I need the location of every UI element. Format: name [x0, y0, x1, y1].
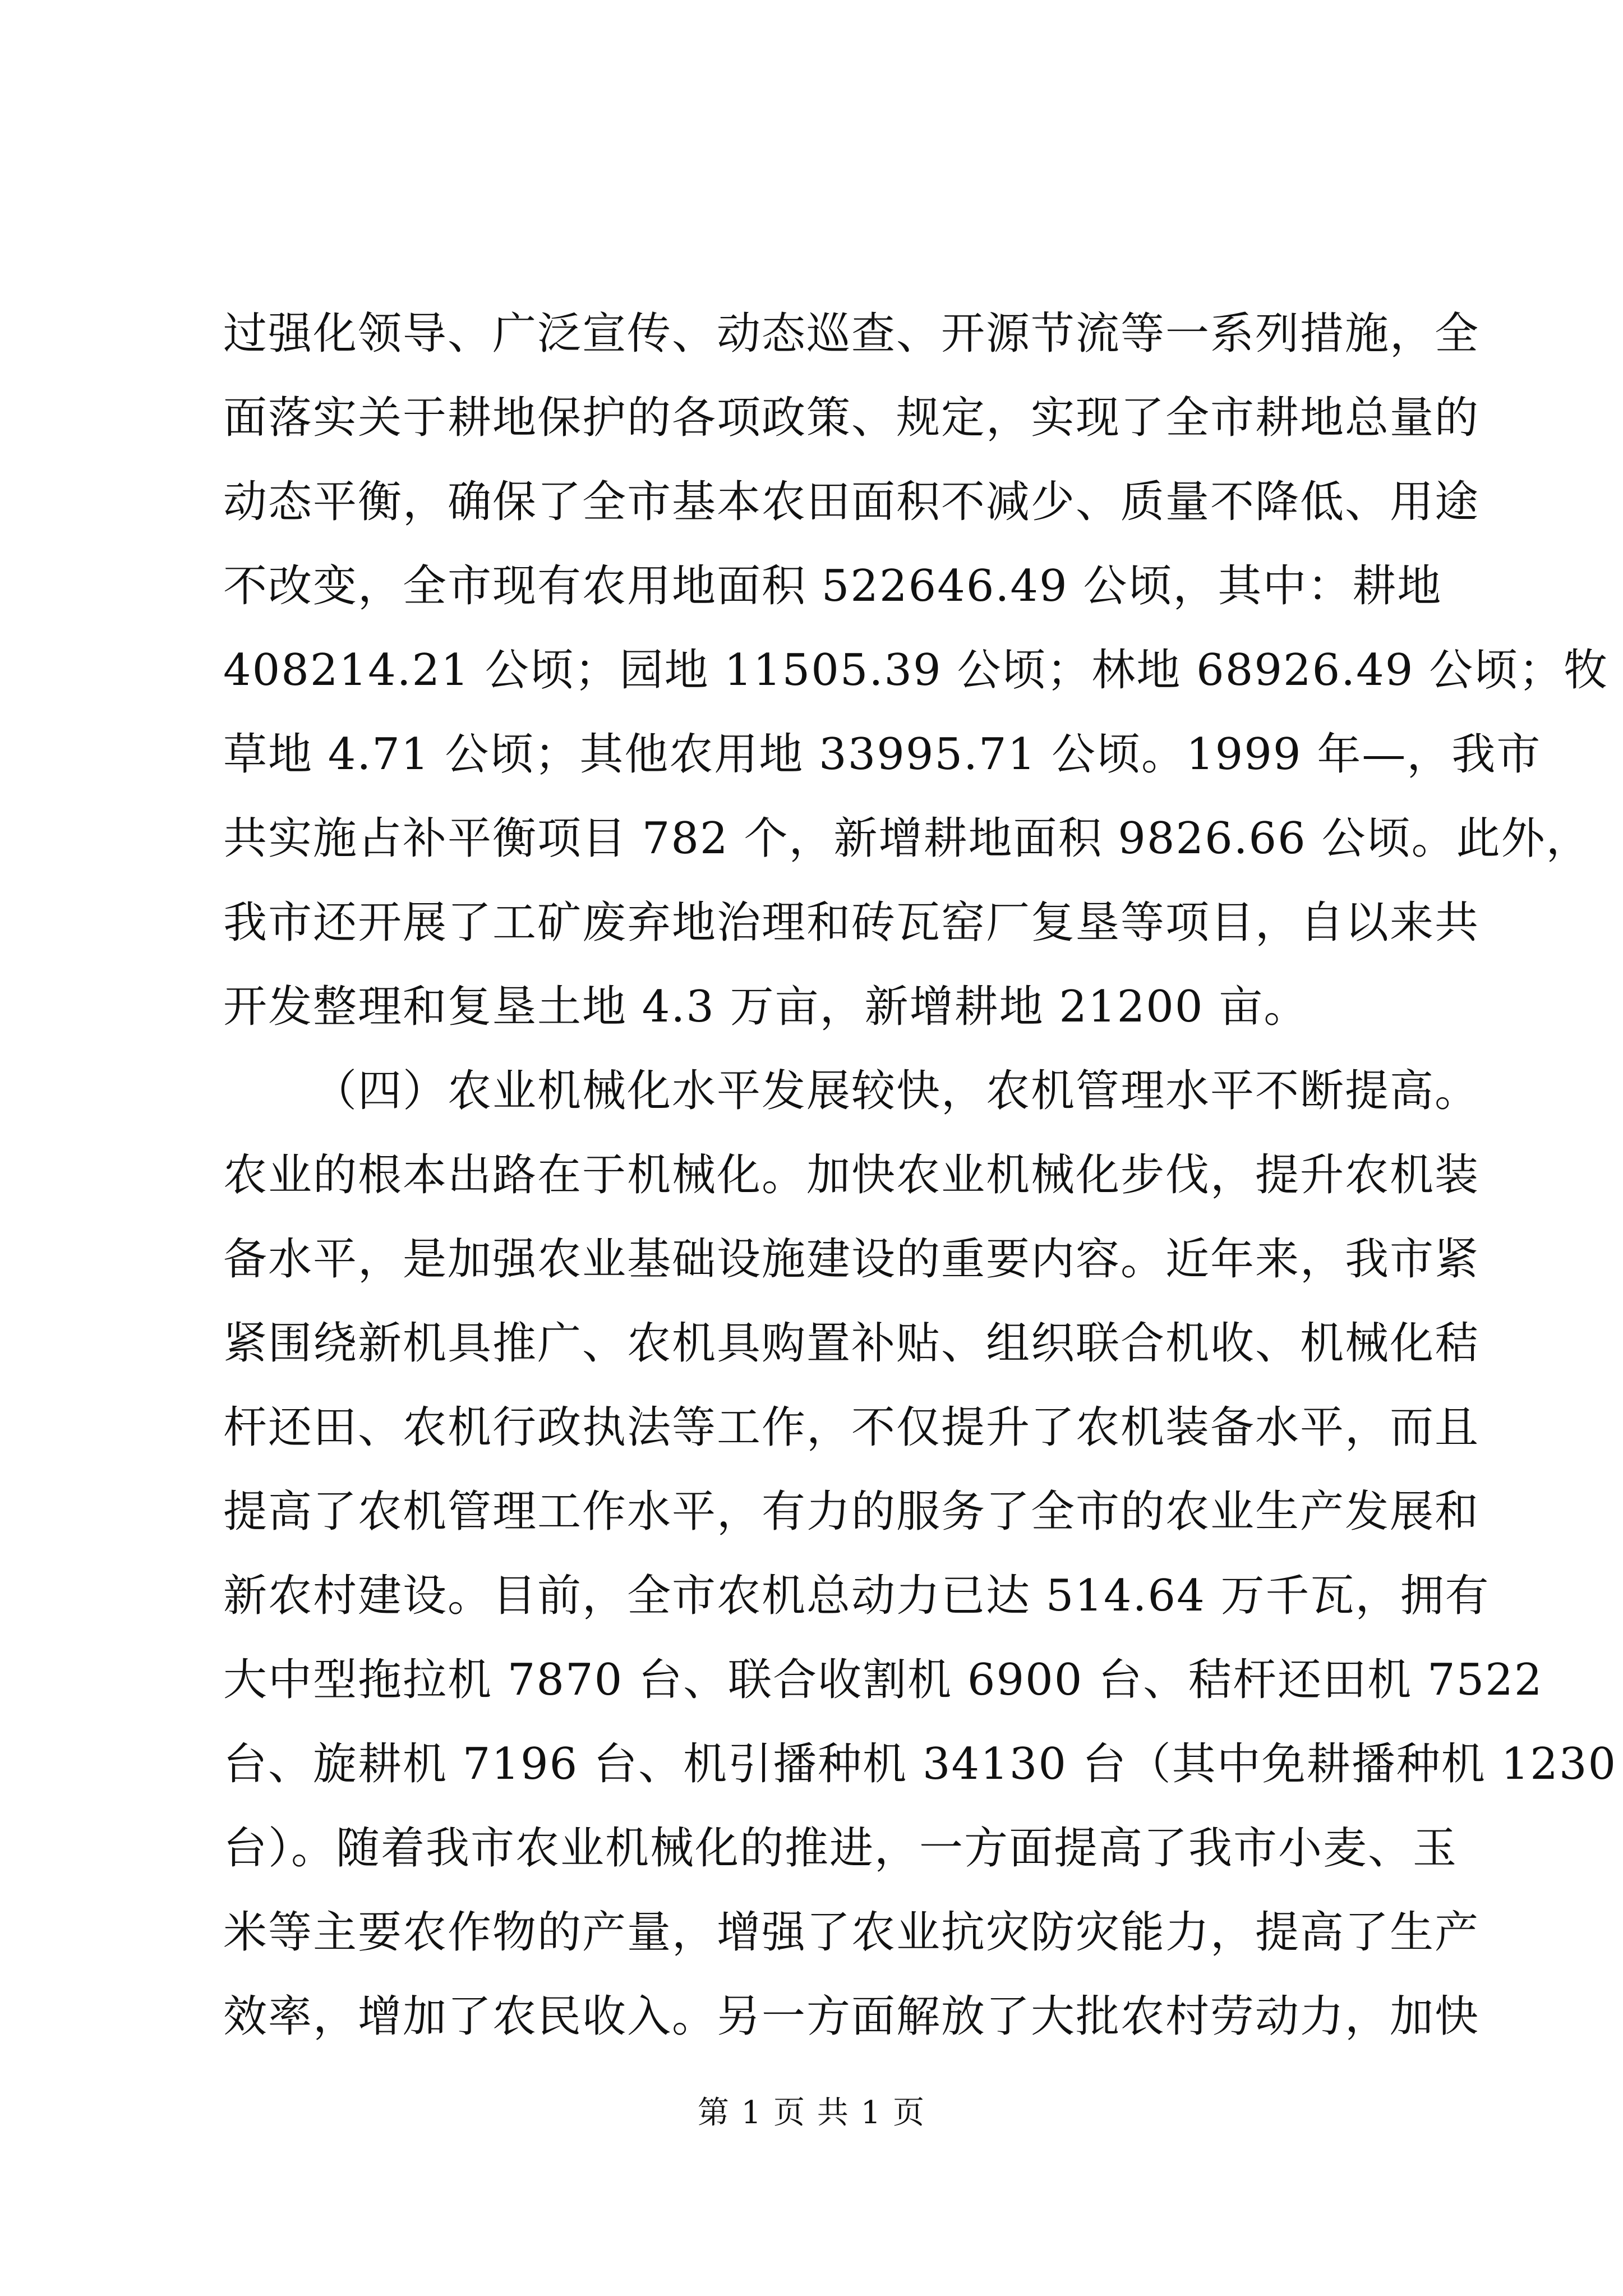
text-line: 提高了农机管理工作水平，有力的服务了全市的农业生产发展和 — [223, 1487, 1480, 1537]
text-line: 备水平，是加强农业基础设施建设的重要内容。近年来，我市紧 — [223, 1234, 1480, 1285]
text-line: 台）。随着我市农业机械化的推进，一方面提高了我市小麦、玉 — [223, 1823, 1458, 1874]
text-line: 不改变，全市现有农用地面积 522646.49 公顷，其中：耕地 — [223, 561, 1442, 611]
text-line: 面落实关于耕地保护的各项政策、规定，实现了全市耕地总量的 — [223, 393, 1480, 443]
text-line: 过强化领导、广泛宣传、动态巡查、开源节流等一系列措施，全 — [223, 309, 1480, 359]
text-line: 动态平衡，确保了全市基本农田面积不减少、质量不降低、用途 — [223, 477, 1480, 527]
text-line: 开发整理和复垦土地 4.3 万亩，新增耕地 21200 亩。 — [223, 982, 1309, 1032]
text-line: 共实施占补平衡项目 782 个，新增耕地面积 9826.66 公顷。此外， — [223, 813, 1591, 864]
text-line: 台、旋耕机 7196 台、机引播种机 34130 台（其中免耕播种机 1230 — [223, 1739, 1617, 1789]
text-line: 效率，增加了农民收入。另一方面解放了大批农村劳动力，加快 — [223, 1991, 1480, 2042]
text-line: 米等主要农作物的产量，增强了农业抗灾防灾能力，提高了生产 — [223, 1907, 1480, 1958]
text-line: 新农村建设。目前，全市农机总动力已达 514.64 万千瓦，拥有 — [223, 1571, 1490, 1621]
text-line: 杆还田、农机行政执法等工作，不仅提升了农机装备水平，而且 — [223, 1402, 1480, 1453]
page-footer: 第 1 页 共 1 页 — [697, 2095, 926, 2131]
text-line: 大中型拖拉机 7870 台、联合收割机 6900 台、秸杆还田机 7522 — [223, 1655, 1543, 1705]
text-line: 我市还开展了工矿废弃地治理和砖瓦窑厂复垦等项目，自以来共 — [223, 898, 1480, 948]
text-line: 408214.21 公顷；园地 11505.39 公顷；林地 68926.49 公顷；牧 — [223, 645, 1609, 696]
text-line: 农业的根本出路在于机械化。加快农业机械化步伐，提升农机装 — [223, 1150, 1480, 1200]
section-heading-line: （四）农业机械化水平发展较快，农机管理水平不断提高。 — [313, 1066, 1480, 1116]
text-line: 紧围绕新机具推广、农机具购置补贴、组织联合机收、机械化秸 — [223, 1318, 1480, 1369]
body-text — [223, 292, 1617, 2059]
text-line: 草地 4.71 公顷；其他农用地 33995.71 公顷。1999 年—，我市 — [223, 729, 1542, 780]
